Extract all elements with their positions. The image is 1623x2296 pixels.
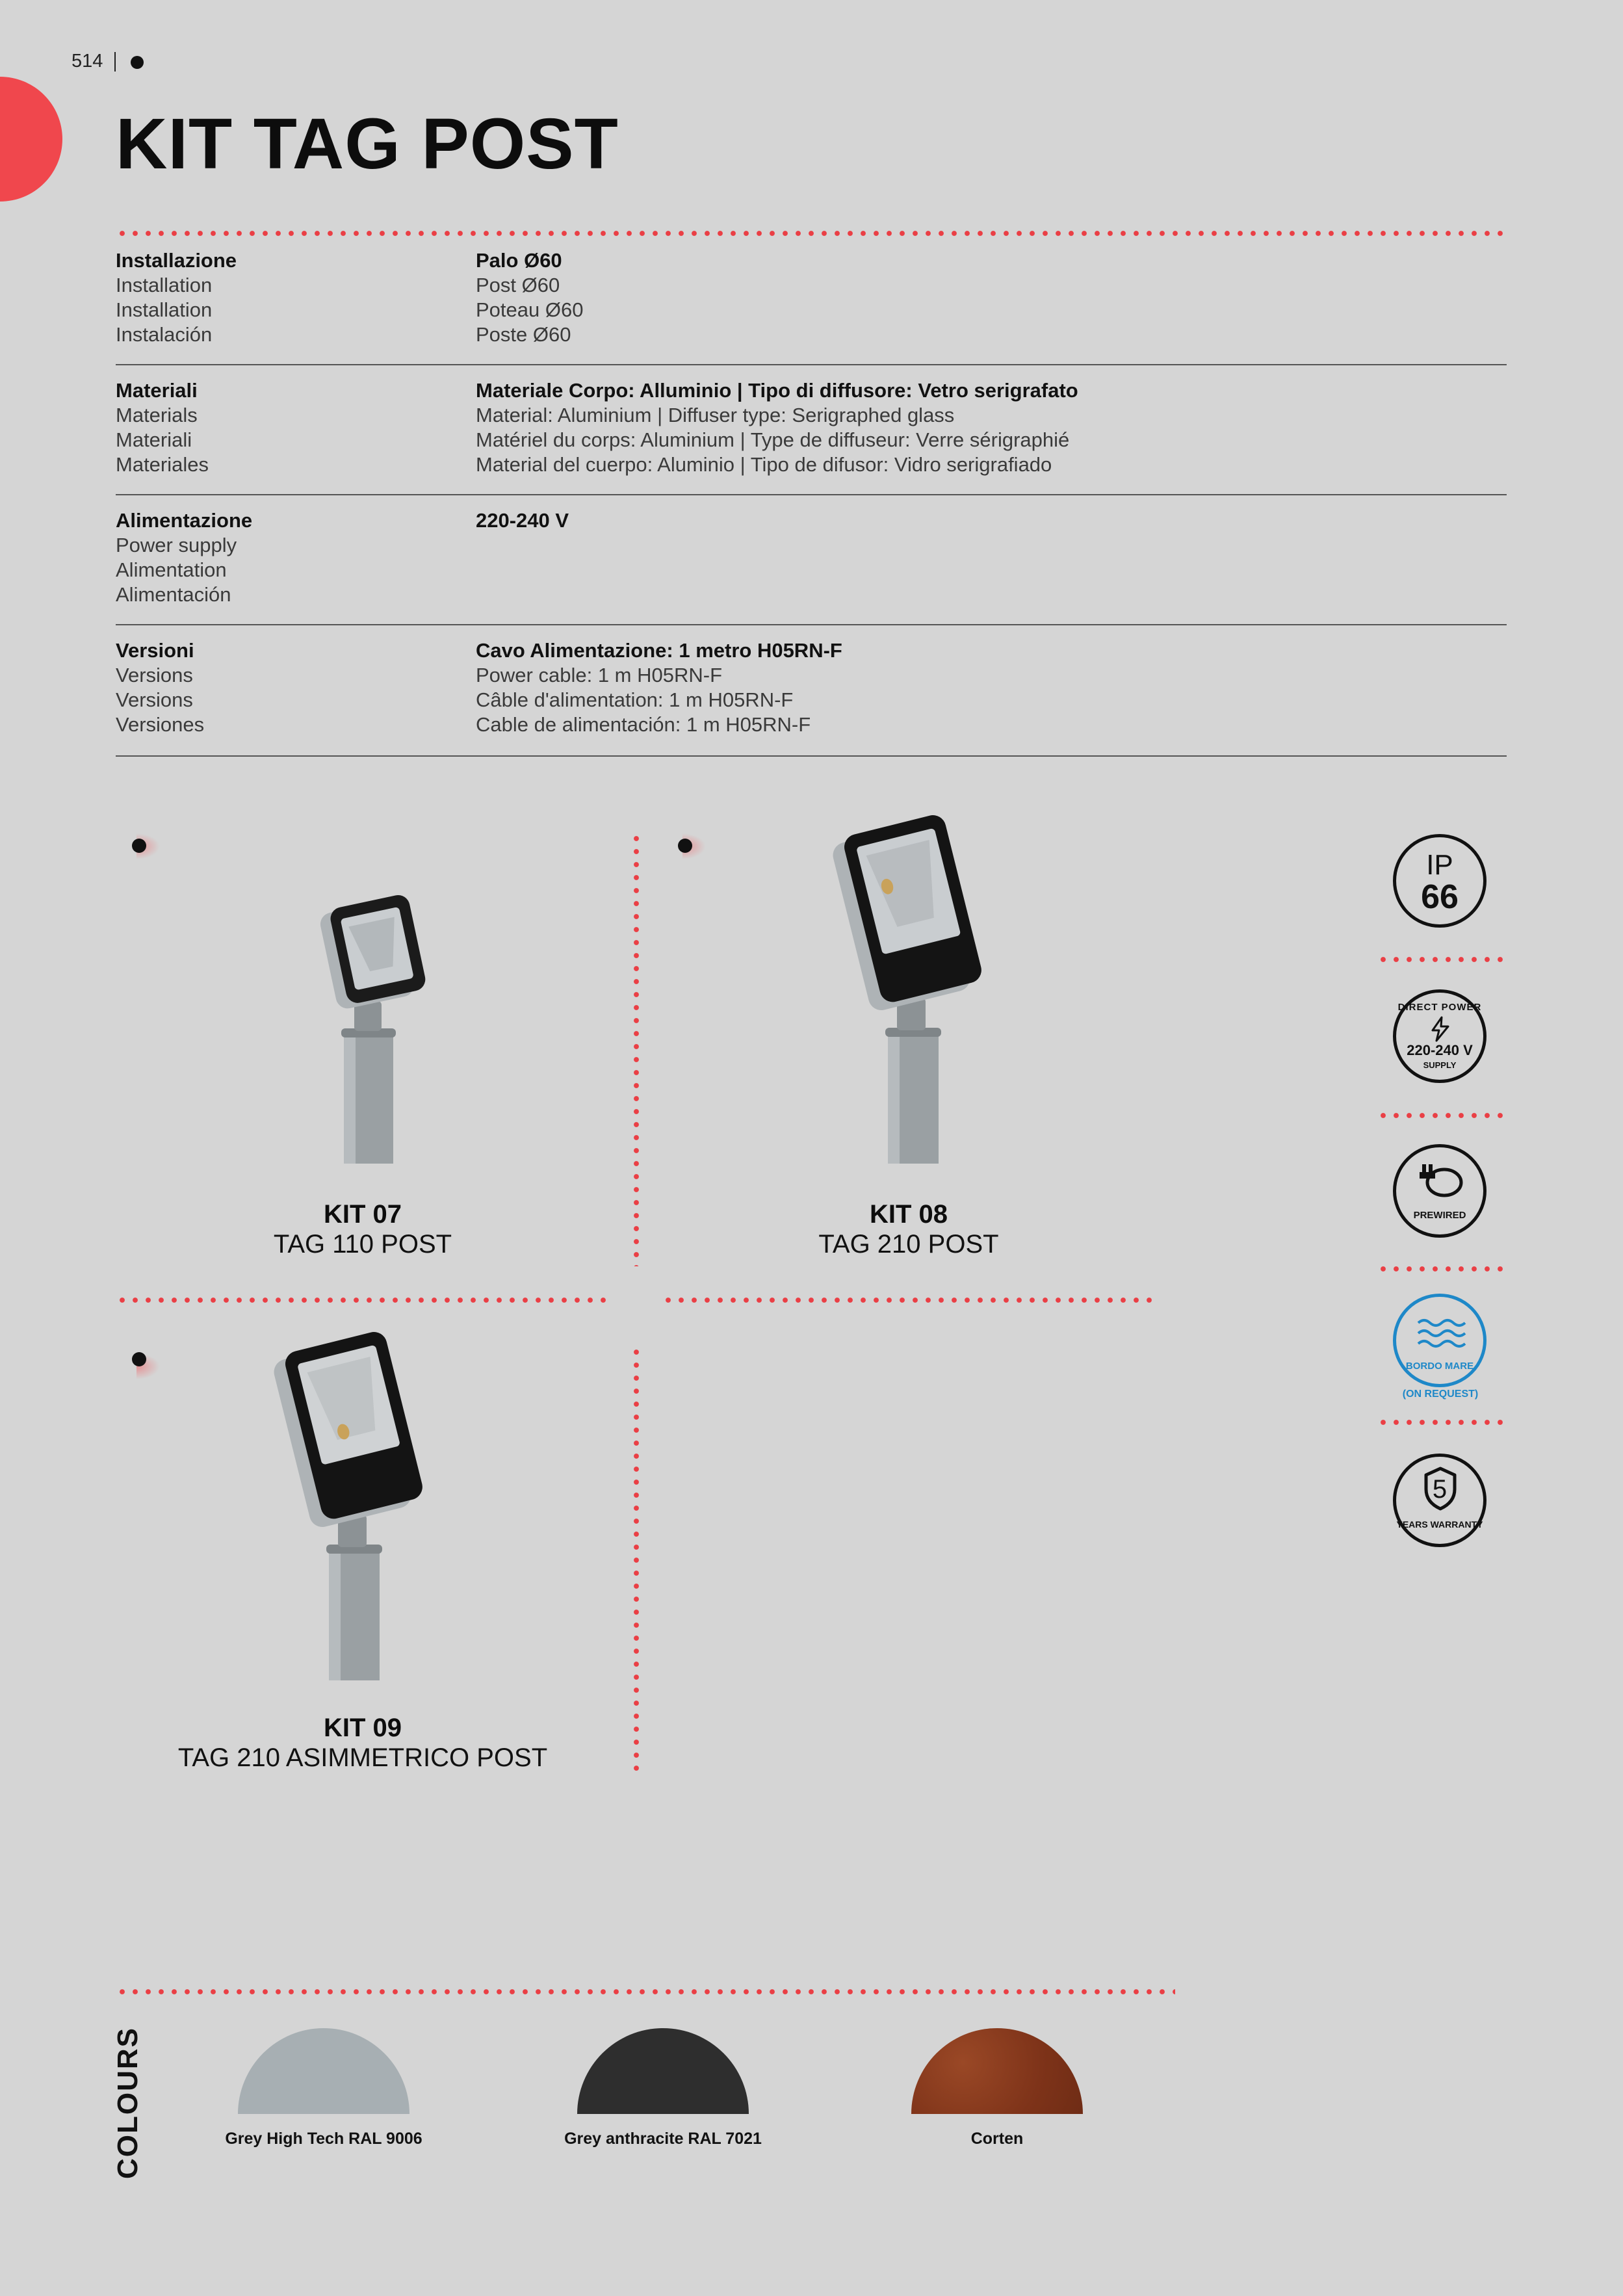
spec-label-power-supply: Alimentazione Power supply Alimentation Alimentación bbox=[116, 509, 253, 606]
spec-row-versions bbox=[116, 638, 1507, 768]
colour-label: Corten bbox=[970, 2130, 1024, 2148]
product-code: KIT 08 bbox=[869, 1200, 948, 1229]
product-name: TAG 210 POST bbox=[818, 1230, 999, 1259]
spec-value-installation: Palo Ø60 Post Ø60 Poteau Ø60 Poste Ø60 bbox=[476, 249, 584, 346]
spec-row-divider bbox=[116, 364, 1507, 365]
spec-label-versions: Versioni Versions Versions Versiones bbox=[116, 639, 205, 736]
product-bullet bbox=[132, 839, 146, 853]
product-grid-vdivider-bottom bbox=[634, 1346, 639, 1775]
page-marker-dot bbox=[131, 56, 144, 69]
title-divider bbox=[116, 231, 1508, 236]
warranty-badge: 5 YEARS WARRANTY bbox=[1393, 1454, 1487, 1547]
product-code: KIT 07 bbox=[323, 1200, 402, 1229]
product-name: TAG 210 ASIMMETRICO POST bbox=[177, 1743, 548, 1772]
plug-icon bbox=[1414, 1162, 1466, 1201]
section-tab-marker bbox=[0, 77, 62, 202]
spec-row-materials bbox=[116, 378, 1507, 508]
tag-210-post-image bbox=[811, 809, 993, 1164]
tag-110-post-image bbox=[278, 884, 434, 1164]
spec-row-installation bbox=[116, 248, 1507, 378]
badge-divider bbox=[1377, 957, 1508, 962]
spec-value-versions: Cavo Alimentazione: 1 metro H05RN-F Power cable: 1 m H05RN-F Câble d'alimentation: 1 m H05RN-F Cable de alimentación: 1 m H05RN-F bbox=[476, 639, 842, 736]
colour-label: Grey anthracite RAL 7021 bbox=[564, 2130, 762, 2148]
product-name: TAG 110 POST bbox=[273, 1230, 452, 1259]
spec-row-divider bbox=[116, 624, 1507, 625]
lightning-icon bbox=[1427, 1016, 1453, 1042]
product-card-kit09[interactable] bbox=[116, 1320, 610, 1788]
waves-icon bbox=[1416, 1314, 1468, 1353]
badge-divider bbox=[1377, 1420, 1508, 1425]
spec-row-divider bbox=[116, 755, 1507, 757]
page-number: 514 bbox=[71, 51, 103, 72]
product-grid-hdivider-right bbox=[662, 1298, 1157, 1303]
product-bullet bbox=[678, 839, 692, 853]
product-grid-hdivider-left bbox=[116, 1298, 612, 1303]
spec-label-materials: Materiali Materials Materiali Materiales bbox=[116, 379, 209, 476]
product-card-kit07[interactable] bbox=[116, 806, 610, 1274]
spec-value-power-supply: 220-240 V bbox=[476, 509, 569, 532]
spec-row-divider bbox=[116, 494, 1507, 495]
direct-power-badge: DIRECT POWER 220-240 V SUPPLY bbox=[1393, 989, 1487, 1083]
page-title: KIT TAG POST bbox=[116, 104, 619, 184]
product-card-kit08[interactable] bbox=[662, 806, 1156, 1274]
page-number-separator bbox=[114, 52, 116, 72]
seaside-note: (ON REQUEST) bbox=[1402, 1389, 1479, 1400]
tag-210-asimmetrico-post-image bbox=[259, 1326, 441, 1680]
badge-divider bbox=[1377, 1266, 1508, 1272]
spec-row-power-supply bbox=[116, 508, 1507, 638]
colour-label: Grey High Tech RAL 9006 bbox=[225, 2130, 422, 2148]
seaside-badge: BORDO MARE bbox=[1393, 1294, 1487, 1387]
ip66-badge: IP 66 bbox=[1393, 834, 1487, 928]
product-grid-vdivider-top bbox=[634, 832, 639, 1266]
colour-swatch-grey-high-tech bbox=[238, 2028, 409, 2114]
colours-divider bbox=[116, 1989, 1175, 1994]
colour-swatch-corten bbox=[911, 2028, 1083, 2114]
colour-swatch-grey-anthracite bbox=[577, 2028, 749, 2114]
spec-value-materials: Materiale Corpo: Alluminio | Tipo di diffusore: Vetro serigrafato Material: Aluminium | Diffuser type: Serigraphed glass Matériel du corps: Aluminium | Type de diffuseur: Verre sérigraphié Material del cuerpo: Aluminio | Tipo de difusor: Vidro serigrafiado bbox=[476, 379, 1078, 476]
prewired-badge: PREWIRED bbox=[1393, 1144, 1487, 1238]
colours-heading: COLOURS bbox=[112, 2027, 144, 2179]
product-code: KIT 09 bbox=[323, 1714, 402, 1742]
badge-divider bbox=[1377, 1113, 1508, 1118]
product-bullet bbox=[132, 1352, 146, 1366]
spec-label-installation: Installazione Installation Installation Instalación bbox=[116, 249, 237, 346]
